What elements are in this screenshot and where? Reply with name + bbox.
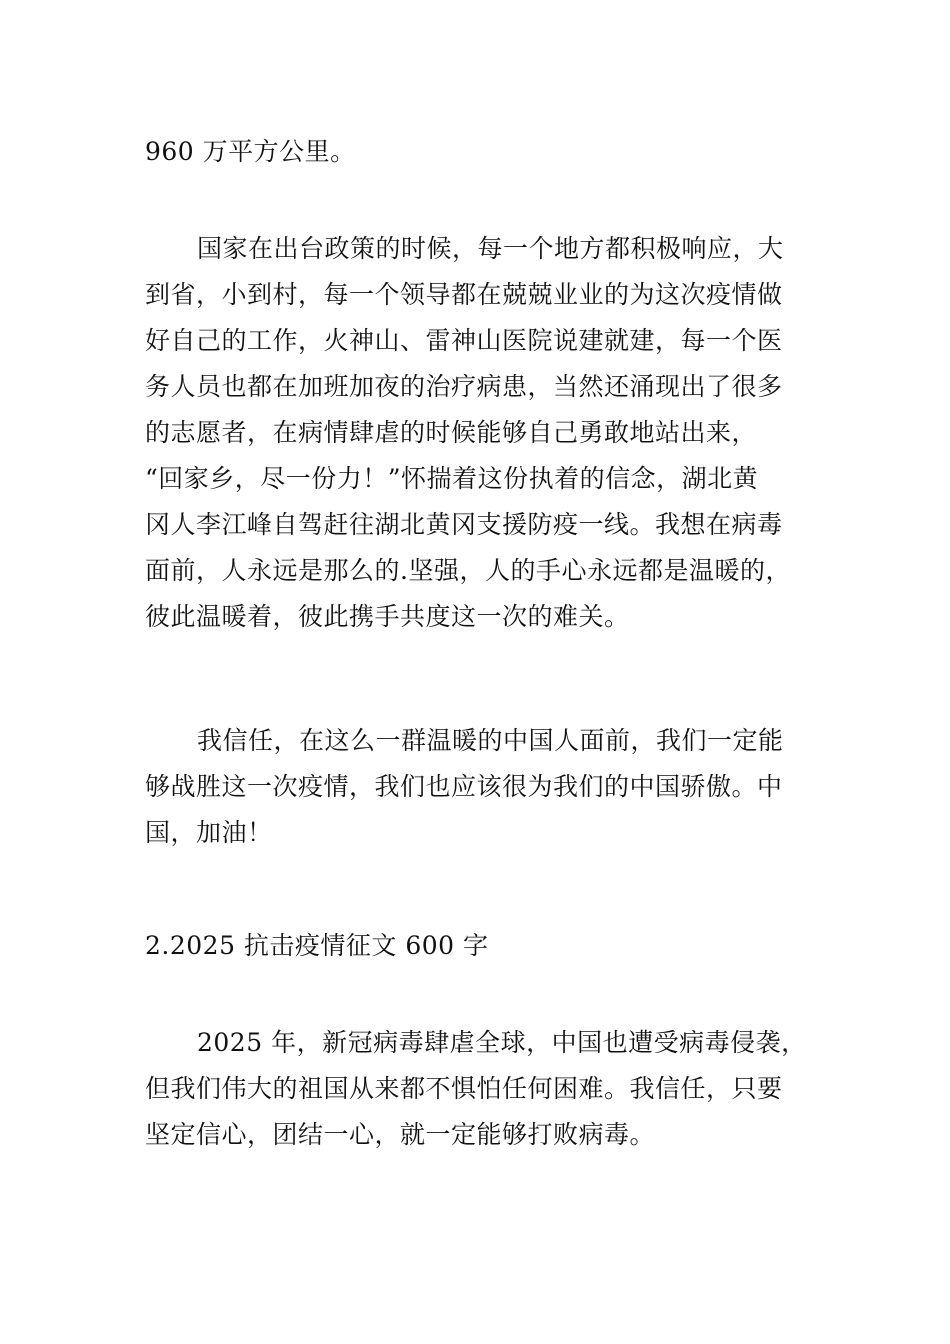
section-heading bbox=[145, 923, 815, 969]
paragraph-line: 国，加油！ bbox=[145, 818, 273, 847]
paragraph-trust bbox=[145, 718, 815, 856]
paragraph-line: 坚定信心，团结一心，就一定能够打败病毒。 bbox=[145, 1120, 656, 1149]
paragraph-line: 好自己的工作，火神山、雷神山医院说建就建，每一个医 bbox=[145, 326, 783, 355]
paragraph-line: 2025 年，新冠病毒肆虐全球，中国也遭受病毒侵袭， bbox=[197, 1028, 807, 1057]
paragraph-area-intro bbox=[145, 129, 815, 175]
paragraph-line: 国家在出台政策的时候，每一个地方都积极响应，大 bbox=[197, 234, 784, 263]
paragraph-line: 彼此温暖着，彼此携手共度这一次的难关。 bbox=[145, 602, 630, 631]
paragraph-line: 的志愿者，在病情肆虐的时候能够自己勇敢地站出来， bbox=[145, 418, 758, 447]
paragraph-line: 我信任，在这么一群温暖的中国人面前，我们一定能 bbox=[197, 726, 784, 755]
paragraph-line: 960 万平方公里。 bbox=[145, 137, 356, 166]
paragraph-line: “回家乡，尽一份力！”怀揣着这份执着的信念，湖北黄 bbox=[145, 464, 759, 493]
paragraph-line: 冈人李江峰自驾赶往湖北黄冈支援防疫一线。我想在病毒 bbox=[145, 510, 783, 539]
paragraph-line: 务人员也都在加班加夜的治疗病患，当然还涌现出了很多 bbox=[145, 372, 783, 401]
paragraph-line: 但我们伟大的祖国从来都不惧怕任何困难。我信任，只要 bbox=[145, 1074, 783, 1103]
paragraph-line: 面前，人永远是那么的.坚强，人的手心永远都是温暖的， bbox=[145, 556, 791, 585]
paragraph-line: 够战胜这一次疫情，我们也应该很为我们的中国骄傲。中 bbox=[145, 772, 783, 801]
paragraph-essay-start bbox=[145, 1020, 815, 1158]
paragraph-line: 到省，小到村，每一个领导都在兢兢业业的为这次疫情做 bbox=[145, 280, 783, 309]
section-heading-text: 2.2025 抗击疫情征文 600 字 bbox=[145, 931, 489, 960]
paragraph-national-response bbox=[145, 226, 815, 640]
